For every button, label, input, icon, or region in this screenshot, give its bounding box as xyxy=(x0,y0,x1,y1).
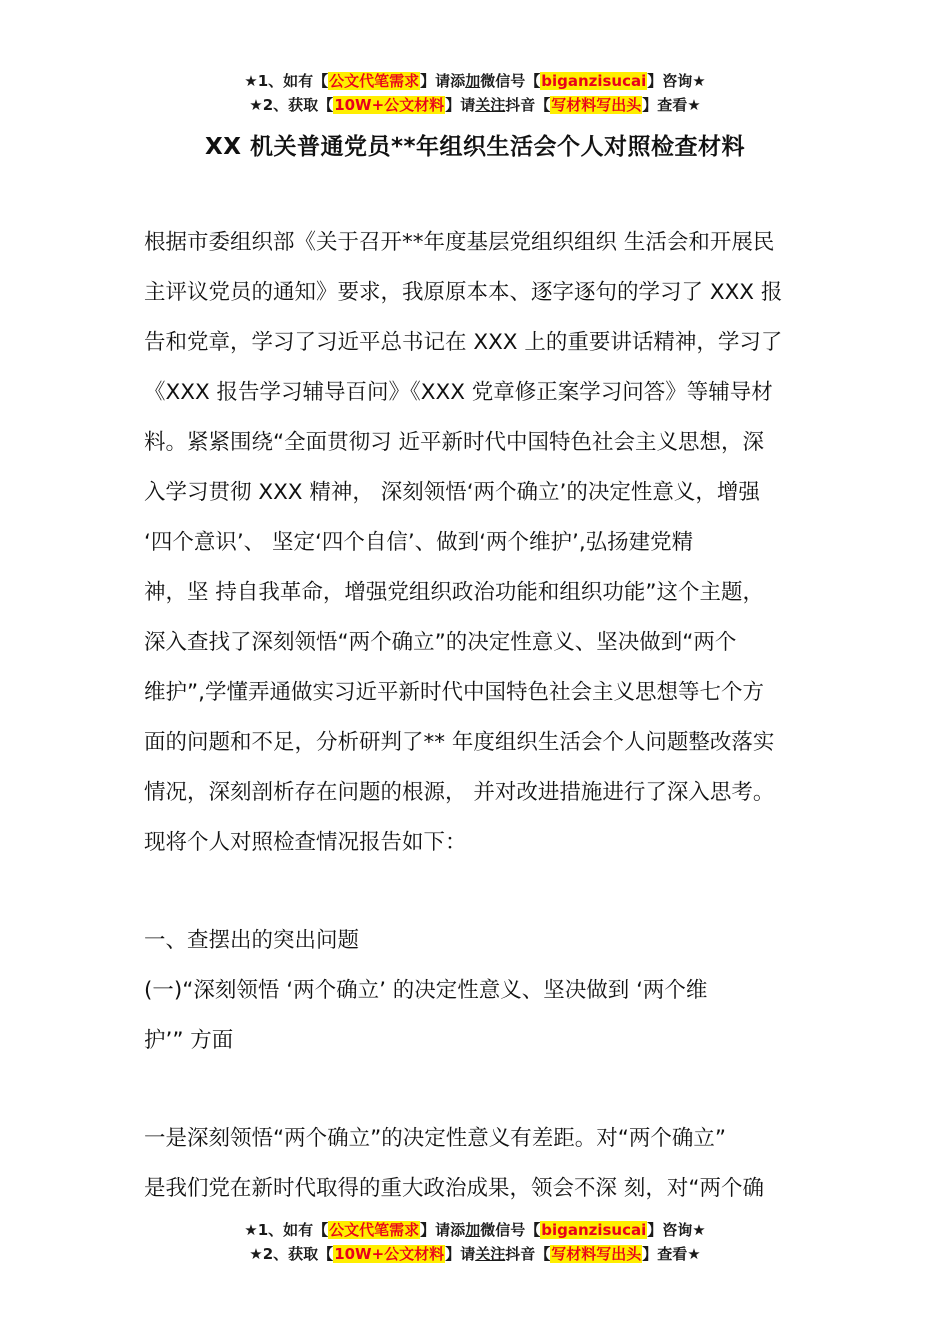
point-paragraph xyxy=(144,1114,808,1214)
paragraph-line: 入学习贯彻 XXX 精神， 深刻领悟‘两个确立’的决定性意义，增强 xyxy=(144,480,760,505)
paragraph-line: 维护”,学懂弄通做实习近平新时代中国特色社会主义思想等七个方 xyxy=(144,680,764,705)
intro-paragraph xyxy=(144,218,808,868)
promo-emphasis: 关注 xyxy=(475,1245,506,1263)
paragraph-line: ‘四个意识’、 坚定‘四个自信’、做到‘两个维护’,弘扬建党精 xyxy=(144,530,694,555)
promo-highlight: 10W+公文材料 xyxy=(334,1245,445,1263)
promo-text: 】咨询★ xyxy=(647,72,706,90)
promo-text: 】请添 xyxy=(420,1221,466,1239)
promo-text: 】咨询★ xyxy=(647,1221,706,1239)
paragraph-line: 是我们党在新时代取得的重大政治成果，领会不深 刻，对“两个确 xyxy=(144,1176,764,1201)
paragraph-line: 根据市委组织部《关于召开**年度基层党组织组织 生活会和开展民 xyxy=(144,230,775,255)
subsection-line: 护’” 方面 xyxy=(144,1028,234,1053)
promo-highlight: 10W+公文材料 xyxy=(334,96,445,114)
promo-text: 抖音【 xyxy=(505,96,551,114)
promo-highlight: 写材料写出头 xyxy=(551,96,642,114)
promo-highlight: 写材料写出头 xyxy=(551,1245,642,1263)
promo-text: ★1、如有【 xyxy=(244,1221,329,1239)
promo-line-1 xyxy=(0,1218,950,1242)
subsection-heading xyxy=(144,966,808,1066)
paragraph-line: 现将个人对照检查情况报告如下： xyxy=(144,830,467,855)
paragraph-line: 情况，深刻剖析存在问题的根源， 并对改进措施进行了深入思考。 xyxy=(144,780,775,805)
promo-highlight: biganzisucai xyxy=(541,1221,647,1239)
promo-highlight: 公文代笔需求 xyxy=(329,72,420,90)
promo-header xyxy=(0,69,950,117)
subsection-line: (一)“深刻领悟 ‘两个确立’ 的决定性意义、坚决做到 ‘两个维 xyxy=(144,978,708,1003)
promo-text: 微信号【 xyxy=(480,72,541,90)
promo-text: 微信号【 xyxy=(480,1221,541,1239)
promo-text: 抖音【 xyxy=(505,1245,551,1263)
paragraph-line: 一是深刻领悟“两个确立”的决定性意义有差距。对“两个确立” xyxy=(144,1126,727,1151)
promo-highlight: biganzisucai xyxy=(541,72,647,90)
document-title: XX 机关普通党员**年组织生活会个人对照检查材料 xyxy=(204,134,746,160)
promo-text: 】请添 xyxy=(420,72,466,90)
promo-text: ★2、获取【 xyxy=(249,1245,334,1263)
section-heading xyxy=(144,916,808,966)
promo-emphasis: 加 xyxy=(465,1221,481,1239)
paragraph-line: 主评议党员的通知》要求，我原原本本、逐字逐句的学习了 XXX 报 xyxy=(144,280,783,305)
promo-line-2 xyxy=(0,1242,950,1266)
promo-text: ★1、如有【 xyxy=(244,72,329,90)
promo-emphasis: 加 xyxy=(465,72,481,90)
paragraph-line: 面的问题和不足，分析研判了** 年度组织生活会个人问题整改落实 xyxy=(144,730,775,755)
paragraph-line: 神，坚 持自我革命，增强党组织政治功能和组织功能”这个主题， xyxy=(144,580,764,605)
promo-footer xyxy=(0,1218,950,1266)
paragraph-line: 《XXX 报告学习辅导百问》《XXX 党章修正案学习问答》等辅导材 xyxy=(144,380,773,405)
promo-text: 】查看★ xyxy=(642,96,701,114)
paragraph-line: 深入查找了深刻领悟“两个确立”的决定性意义、坚决做到“两个 xyxy=(144,630,737,655)
promo-text: ★2、获取【 xyxy=(249,96,334,114)
promo-line-1 xyxy=(0,69,950,93)
section-heading-text: 一、查摆出的突出问题 xyxy=(144,928,360,953)
paragraph-line: 告和党章，学习了习近平总书记在 XXX 上的重要讲话精神，学习了 xyxy=(144,330,783,355)
promo-text: 】请 xyxy=(445,1245,476,1263)
promo-highlight: 公文代笔需求 xyxy=(329,1221,420,1239)
promo-text: 】请 xyxy=(445,96,476,114)
promo-text: 】查看★ xyxy=(642,1245,701,1263)
paragraph-line: 料。紧紧围绕“全面贯彻习 近平新时代中国特色社会主义思想，深 xyxy=(144,430,764,455)
promo-emphasis: 关注 xyxy=(475,96,506,114)
promo-line-2 xyxy=(0,93,950,117)
